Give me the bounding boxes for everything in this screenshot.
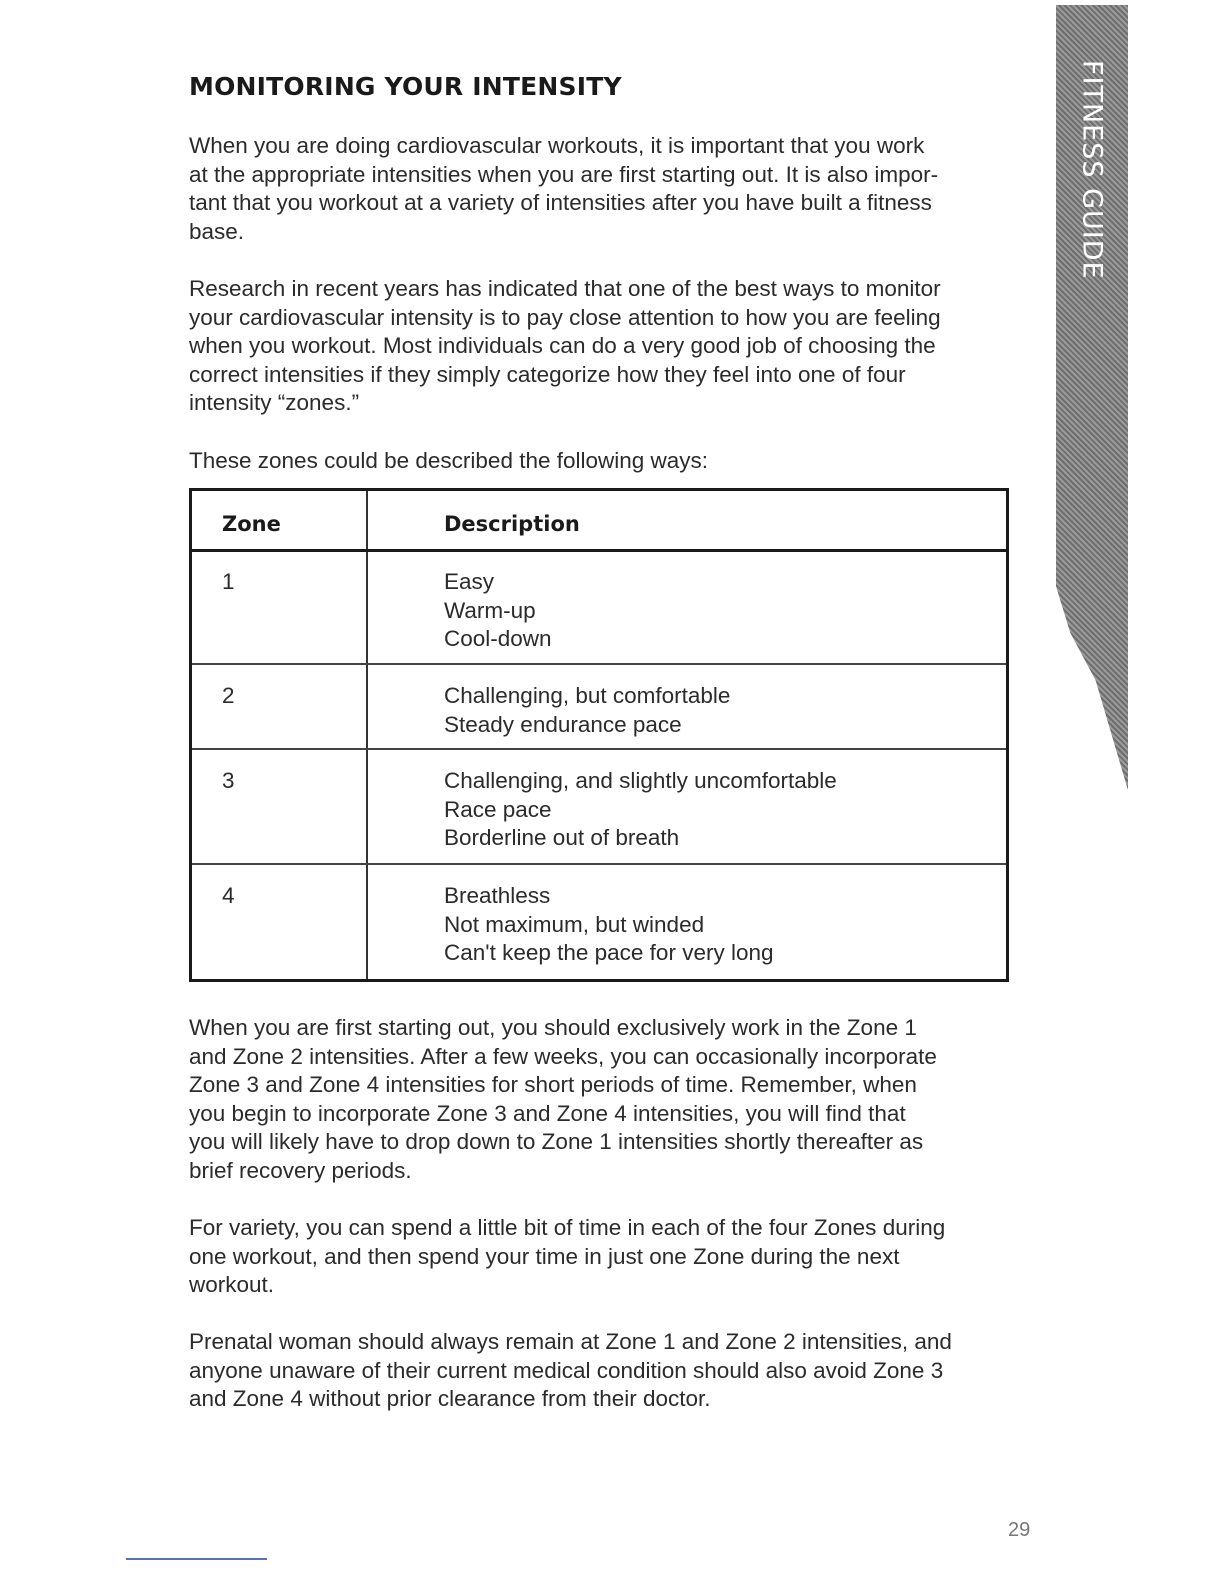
paragraph-line: base. [189,218,245,244]
paragraph-line: intensity “zones.” [189,390,360,416]
paragraph-line: Research in recent years has indicated that one of the best ways to monitor [189,276,941,301]
description-line: Easy [444,569,495,594]
paragraph-intro [189,132,1004,246]
paragraph-variety [189,1214,1004,1300]
zone-description [444,767,837,853]
table-column-divider [366,491,368,979]
paragraph-line: Prenatal woman should always remain at Zone 1 and Zone 2 intensities, and [189,1329,952,1354]
paragraph-line: one workout, and then spend your time in just one Zone during the next [189,1243,900,1269]
description-line: Warm-up [444,597,536,623]
zone-number: 1 [222,569,235,594]
footer-rule [126,1558,267,1560]
paragraph-line: you will likely have to drop down to Zone 1 intensities shortly thereafter as [189,1129,924,1155]
paragraph-line: brief recovery periods. [189,1157,412,1183]
zone-number: 4 [222,883,235,908]
section-heading: MONITORING YOUR INTENSITY [189,72,622,101]
paragraph-line: when you workout. Most individuals can do a very good job of choosing the [189,333,936,359]
zone-description [444,682,730,739]
table-header-divider [192,549,1006,552]
paragraph-line: you begin to incorporate Zone 3 and Zone 4 intensities, you will find that [189,1100,906,1126]
zone-description [444,882,774,968]
description-line: Race pace [444,796,552,822]
paragraph-line: tant that you workout at a variety of intensities after you have built a fitness [189,190,932,216]
table-header-description: Description [444,512,580,536]
description-line: Cool-down [444,626,552,652]
page-number: 29 [1008,1519,1031,1541]
paragraph-line: These zones could be described the following ways: [189,448,709,473]
description-line: Breathless [444,883,551,908]
paragraph-line: When you are doing cardiovascular workouts, it is important that you work [189,133,925,158]
paragraph-line: workout. [189,1272,275,1298]
table-row-divider [192,863,1006,865]
table-header-zone: Zone [222,512,281,536]
paragraph-starting-out [189,1014,1004,1186]
zone-table [189,488,1009,982]
table-row-divider [192,748,1006,750]
paragraph-line: correct intensities if they simply categorize how they feel into one of four [189,361,906,387]
paragraph-prenatal [189,1328,1004,1414]
paragraph-research [189,275,1004,418]
paragraph-line: your cardiovascular intensity is to pay close attention to how you are feeling [189,304,941,330]
description-line: Borderline out of breath [444,825,680,851]
description-line: Not maximum, but winded [444,911,705,937]
zone-number: 3 [222,768,235,793]
paragraph-line: and Zone 2 intensities. After a few weeks, you can occasionally incorporate [189,1043,937,1069]
paragraph-line: and Zone 4 without prior clearance from their doctor. [189,1386,711,1412]
paragraph-zones-lead [189,447,1004,476]
table-row-divider [192,663,1006,665]
zone-description [444,568,552,654]
description-line: Steady endurance pace [444,711,682,737]
paragraph-line: Zone 3 and Zone 4 intensities for short periods of time. Remember, when [189,1072,917,1098]
description-line: Challenging, but comfortable [444,683,731,708]
side-tab-label: FITNESS GUIDE [1076,60,1108,280]
description-line: Challenging, and slightly uncomfortable [444,768,837,793]
zone-number: 2 [222,683,235,708]
paragraph-line: at the appropriate intensities when you are first starting out. It is also impor- [189,161,939,187]
paragraph-line: For variety, you can spend a little bit of time in each of the four Zones during [189,1215,946,1240]
description-line: Can't keep the pace for very long [444,940,774,966]
paragraph-line: anyone unaware of their current medical condition should also avoid Zone 3 [189,1357,944,1383]
paragraph-line: When you are first starting out, you should exclusively work in the Zone 1 [189,1015,917,1040]
